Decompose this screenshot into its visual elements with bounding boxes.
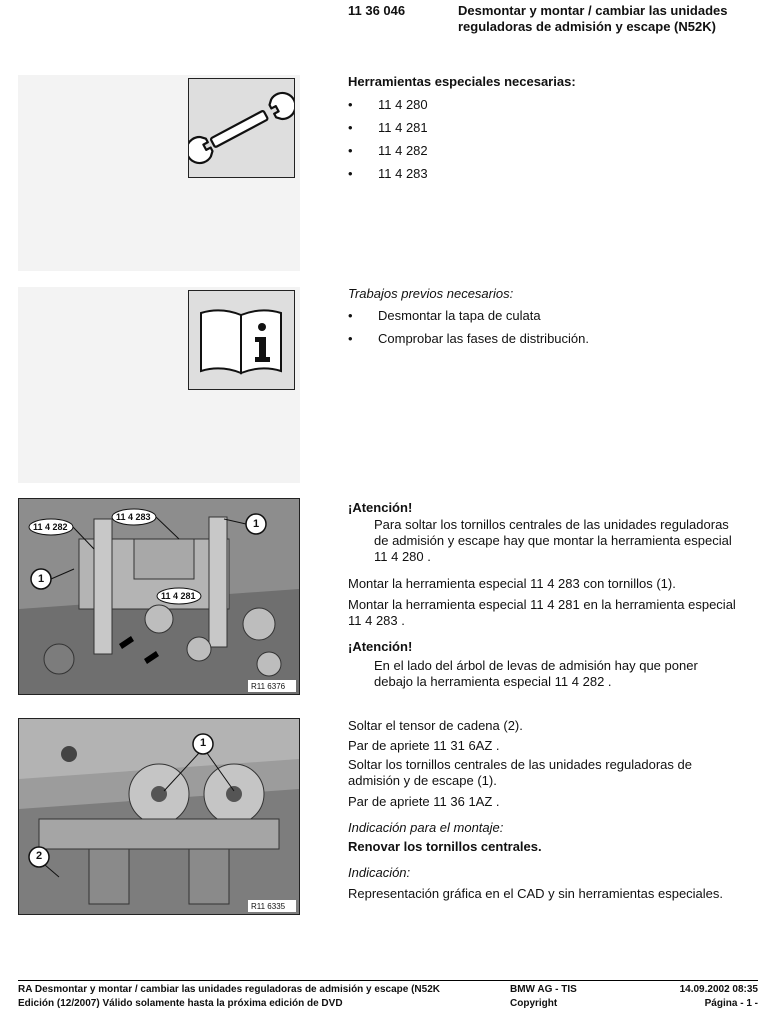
figure-reference: R11 6376 <box>251 682 286 691</box>
document-title: Desmontar y montar / cambiar las unidades reguladoras de admisión y escape (N52K) <box>458 3 728 34</box>
list-item: • Desmontar la tapa de culata <box>348 308 589 331</box>
callout-label: 11 4 281 <box>161 591 196 601</box>
footer-publisher: BMW AG - TIS <box>510 984 577 995</box>
callout-label: 1 <box>38 573 45 585</box>
note-label: Indicación: <box>348 865 411 880</box>
wrench-icon <box>188 78 295 178</box>
attention-text: En el lado del árbol de levas de admisión hay que poner debajo la herramienta especial 11 4 282 . <box>374 658 698 689</box>
prework-list <box>348 308 589 354</box>
figure-tool-installation <box>18 498 300 695</box>
attention-heading: ¡Atención! <box>348 639 413 654</box>
figure-reference: R11 6335 <box>251 902 286 911</box>
figure-chain-tensioner <box>18 718 300 915</box>
footer-copyright: Copyright <box>510 998 558 1009</box>
list-item: • 11 4 283 <box>348 166 428 189</box>
list-item: • Comprobar las fases de distribución. <box>348 331 589 354</box>
list-item: • 11 4 280 <box>348 97 428 120</box>
footer-edition: Edición (12/2007) Válido solamente hasta la próxima edición de DVD <box>18 998 343 1009</box>
prework-heading: Trabajos previos necesarios: <box>348 286 514 301</box>
step-text: Montar la herramienta especial 11 4 281 en la herramienta especial 11 4 283 . <box>348 597 736 628</box>
callout-label: 1 <box>253 518 260 530</box>
list-item: • 11 4 281 <box>348 120 428 143</box>
callout-label: 11 4 283 <box>116 512 151 522</box>
note-text: Representación gráfica en el CAD y sin herramientas especiales. <box>348 886 724 901</box>
footer-page-number: Página - 1 - <box>704 998 758 1009</box>
footer-document-title: RA Desmontar y montar / cambiar las unidades reguladoras de admisión y escape (N52K <box>18 984 440 995</box>
document-code: 11 36 046 <box>348 3 406 18</box>
callout-label: 2 <box>36 850 43 862</box>
tools-heading: Herramientas especiales necesarias: <box>348 74 576 89</box>
callout-label: 11 4 282 <box>33 522 68 532</box>
attention-heading: ¡Atención! <box>348 500 413 515</box>
attention-text: Para soltar los tornillos centrales de las unidades reguladoras de admisión y escape hay que montar la herramienta especial 11 4 280 . <box>374 517 732 564</box>
tools-list <box>348 97 428 189</box>
step-text: Soltar los tornillos centrales de las unidades reguladoras de admisión y de escape (1). <box>348 757 692 788</box>
step-text: Montar la herramienta especial 11 4 283 con tornillos (1). <box>348 576 676 591</box>
list-item: • 11 4 282 <box>348 143 428 166</box>
mount-note-label: Indicación para el montaje: <box>348 820 504 835</box>
torque-text: Par de apriete 11 36 1AZ . <box>348 794 500 809</box>
footer-divider <box>18 980 758 981</box>
step-text: Soltar el tensor de cadena (2). <box>348 718 523 733</box>
mount-note-text: Renovar los tornillos centrales. <box>348 839 542 854</box>
info-book-icon <box>188 290 295 390</box>
footer-date: 14.09.2002 08:35 <box>679 984 758 995</box>
torque-text: Par de apriete 11 31 6AZ . <box>348 738 500 753</box>
callout-label: 1 <box>200 737 207 749</box>
